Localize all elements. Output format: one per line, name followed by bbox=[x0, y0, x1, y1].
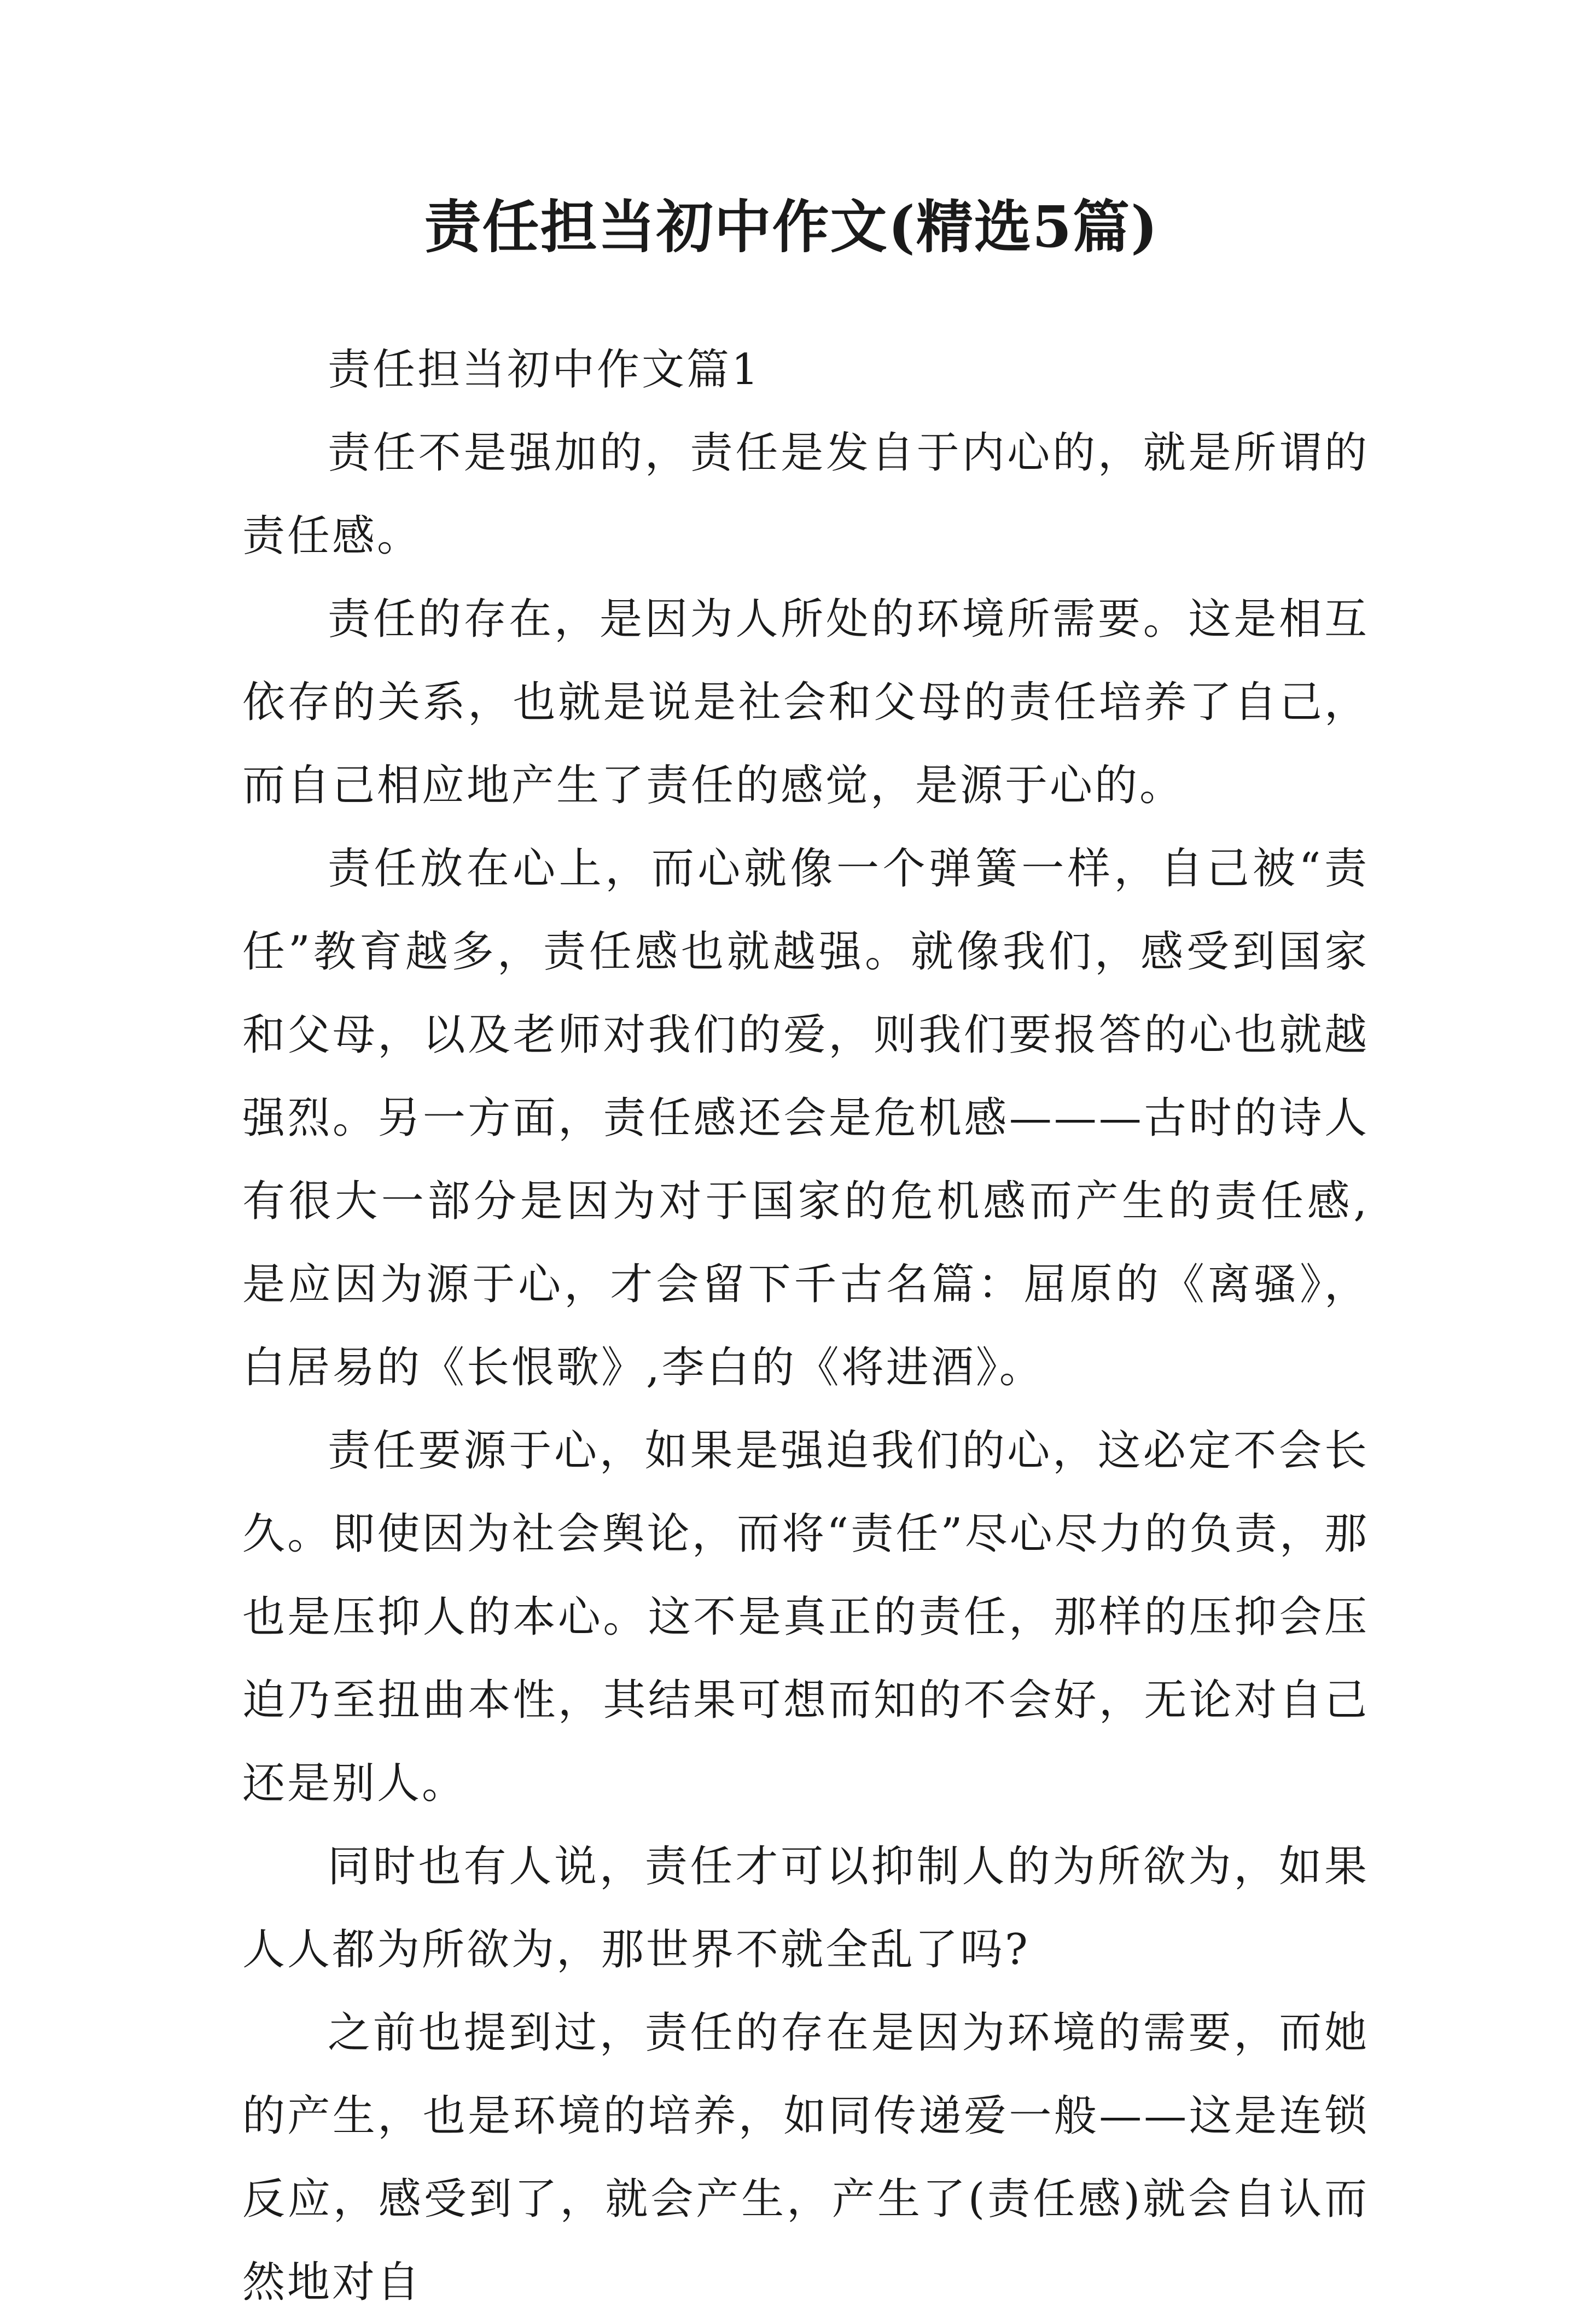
paragraph-3: 责任放在心上，而心就像一个弹簧一样，自己被“责任”教育越多，责任感也就越强。就像我们，感受到国家和父母，以及老师对我们的爱，则我们要报答的心也就越强烈。另一方面，责任感还会是危机感———古时的诗人有很大一部分是因为对于国家的危机感而产生的责任感,是应因为源于心，才会留下千古名篇：屈原的《离骚》，白居易的《长恨歌》,李白的《将进酒》。 bbox=[242, 844, 1369, 1392]
paragraph-6: 之前也提到过，责任的存在是因为环境的需要，而她的产生，也是环境的培养，如同传递爱一般——这是连锁反应，感受到了，就会产生，产生了(责任感)就会自认而然地对自 bbox=[242, 2008, 1369, 2307]
paragraph-1: 责任不是强加的，责任是发自于内心的，就是所谓的责任感。 bbox=[242, 428, 1369, 561]
paragraph-4: 责任要源于心，如果是强迫我们的心，这必定不会长久。即使因为社会舆论，而将“责任”尽心尽力的负责，那也是压抑人的本心。这不是真正的责任，那样的压抑会压迫乃至扭曲本性，其结果可想而知的不会好，无论对自己还是别人。 bbox=[242, 1426, 1369, 1808]
section-heading: 责任担当初中作文篇1 bbox=[328, 345, 761, 394]
paragraph-5: 同时也有人说，责任才可以抑制人的为所欲为，如果人人都为所欲为，那世界不就全乱了吗? bbox=[242, 1842, 1369, 1974]
document-body bbox=[242, 328, 1369, 2324]
paragraph-2: 责任的存在，是因为人所处的环境所需要。这是相互依存的关系，也就是说是社会和父母的责任培养了自己，而自己相应地产生了责任的感觉，是源于心的。 bbox=[242, 595, 1369, 810]
document-title: 责任担当初中作文(精选5篇) bbox=[424, 193, 1159, 260]
